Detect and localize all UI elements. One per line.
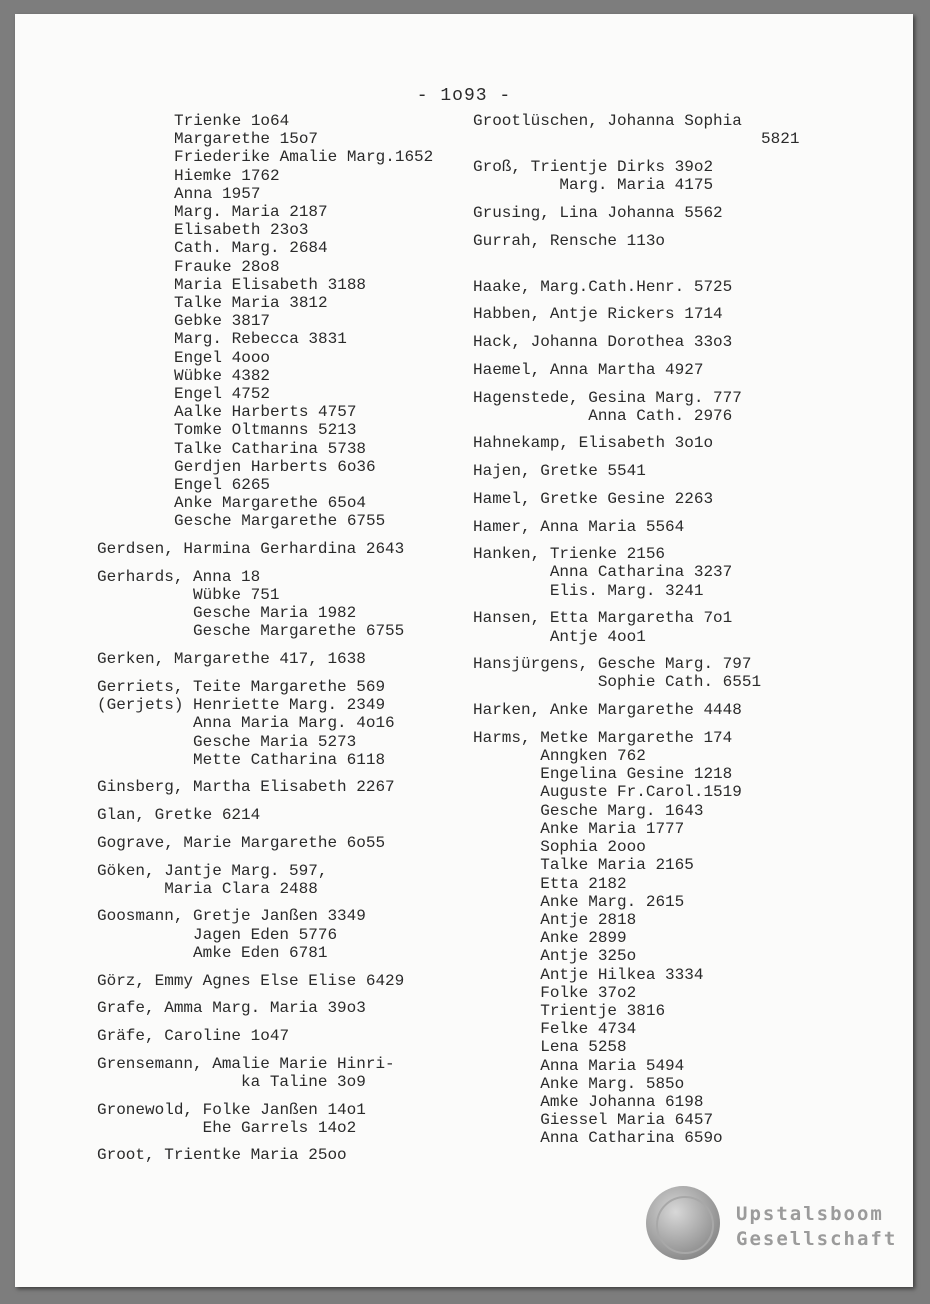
entry-given-names bbox=[550, 361, 704, 379]
given-name-line: Sophie Cath. 6551 bbox=[597, 673, 762, 692]
entry-surname: Hanken, bbox=[473, 545, 550, 564]
given-name-line: Harmina Gerhardina 2643 bbox=[183, 540, 405, 559]
given-name-line: Anke Margarethe 65o4 bbox=[174, 494, 367, 513]
entry-spacer bbox=[97, 852, 477, 862]
given-name-line: ka Taline 3o9 bbox=[212, 1072, 366, 1091]
given-name-line: Trientje 3816 bbox=[540, 1001, 666, 1020]
given-name-line: Talke Catharina 5738 bbox=[174, 439, 367, 458]
given-name-line: Rensche 113o bbox=[549, 231, 666, 250]
given-name-line: Hiemke 1762 bbox=[174, 166, 280, 185]
entry-given-names bbox=[540, 518, 684, 536]
entry-spacer bbox=[473, 222, 903, 232]
index-entry bbox=[473, 305, 903, 323]
society-watermark bbox=[736, 1202, 897, 1252]
index-entry bbox=[97, 834, 477, 852]
given-name-line: Felke 4734 bbox=[540, 1020, 637, 1039]
entry-given-names bbox=[155, 806, 261, 824]
entry-surname: Gerken, bbox=[97, 650, 174, 669]
index-entry bbox=[473, 609, 903, 645]
given-name-line: Lena 5258 bbox=[540, 1038, 627, 1057]
entry-spacer bbox=[97, 1137, 477, 1147]
given-name-line: Metke Margarethe 174 bbox=[540, 728, 733, 747]
entry-given-names bbox=[174, 112, 433, 531]
index-entry bbox=[97, 806, 477, 824]
index-entry bbox=[97, 1027, 477, 1045]
given-name-line: Henriette Marg. 2349 bbox=[193, 696, 386, 715]
given-name-line: Elisabeth 3o1o bbox=[578, 434, 714, 453]
given-name-line: Marg. Maria 4175 bbox=[530, 176, 714, 195]
given-name-line: Johanna Dorothea 33o3 bbox=[530, 333, 733, 352]
index-entry bbox=[97, 862, 477, 898]
entry-surname: Hajen, bbox=[473, 462, 541, 481]
entry-surname: Hansen, bbox=[473, 609, 550, 628]
entry-surname: Hagenstede, bbox=[473, 388, 589, 407]
given-name-line: Antje Rickers 1714 bbox=[549, 305, 723, 324]
entry-surname: Habben, bbox=[473, 305, 550, 324]
entry-spacer bbox=[97, 962, 477, 972]
given-name-line: Lina Johanna 5562 bbox=[559, 203, 723, 222]
given-name-line: Johanna Sophia bbox=[607, 112, 742, 130]
given-name-line: Caroline 1o47 bbox=[164, 1026, 290, 1045]
entry-given-names bbox=[183, 834, 385, 852]
index-entry bbox=[473, 462, 903, 480]
entry-surname: Groot, bbox=[97, 1146, 165, 1165]
entry-given-names bbox=[174, 650, 366, 668]
entry-surname: Gurrah, bbox=[473, 231, 550, 250]
given-name-line: Antje 325o bbox=[540, 947, 637, 966]
entry-surname: Groß, bbox=[473, 157, 531, 176]
index-entry bbox=[97, 1146, 477, 1164]
index-entry bbox=[473, 361, 903, 379]
given-name-line: Aalke Harberts 4757 bbox=[174, 403, 357, 422]
given-name-line: Gretje Janßen 3349 bbox=[193, 907, 366, 926]
given-name-line: Anke Maria 1777 bbox=[540, 819, 685, 838]
entry-given-names bbox=[598, 655, 761, 691]
entry-given-names bbox=[550, 305, 723, 323]
entry-given-names bbox=[164, 999, 366, 1017]
entry-surname: Ginsberg, bbox=[97, 778, 194, 797]
entry-spacer bbox=[473, 536, 903, 546]
index-entry bbox=[473, 729, 903, 1148]
entry-surname: Görz, bbox=[97, 971, 155, 990]
given-name-line: Engelina Gesine 1218 bbox=[540, 765, 733, 784]
given-name-line: Anna Cath. 2976 bbox=[588, 406, 733, 425]
index-entry bbox=[97, 972, 477, 990]
entry-spacer bbox=[473, 379, 903, 389]
entry-spacer bbox=[473, 351, 903, 361]
given-name-line: Anna 18 bbox=[193, 567, 261, 586]
right-column bbox=[473, 112, 903, 1148]
given-name-line: Anna Maria Marg. 4o16 bbox=[193, 714, 395, 733]
entry-given-names bbox=[193, 907, 366, 962]
given-name-line: Anna Maria 5494 bbox=[540, 1056, 685, 1075]
given-name-line: Wübke 751 bbox=[193, 586, 280, 605]
given-name-line: Gretke 6214 bbox=[154, 806, 261, 825]
entry-given-names bbox=[607, 112, 799, 148]
index-entry bbox=[473, 655, 903, 691]
given-name-line: Gretke 5541 bbox=[540, 462, 646, 481]
given-name-line: Trienke 1o64 bbox=[174, 112, 290, 130]
society-seal-icon bbox=[646, 1186, 720, 1260]
entry-given-names bbox=[579, 434, 713, 452]
index-entry bbox=[97, 540, 477, 558]
index-entry bbox=[473, 204, 903, 222]
given-name-line: Gesche Maria 5273 bbox=[193, 732, 357, 751]
given-name-line: Engel 4ooo bbox=[174, 348, 271, 367]
given-name-line: Gerdjen Harberts 6o36 bbox=[174, 457, 376, 476]
given-name-line: Margarethe 15o7 bbox=[174, 130, 319, 149]
entry-spacer bbox=[473, 425, 903, 435]
given-name-line: Friederike Amalie Marg.1652 bbox=[174, 148, 434, 167]
index-entry bbox=[97, 1101, 477, 1137]
given-name-line: Gesche Margarethe 6755 bbox=[193, 622, 405, 641]
entry-given-names bbox=[550, 232, 665, 250]
given-name-line: Anna Maria 5564 bbox=[540, 517, 685, 536]
index-entry bbox=[473, 518, 903, 536]
given-name-line: Giessel Maria 6457 bbox=[540, 1111, 714, 1130]
index-entry bbox=[97, 112, 477, 531]
given-name-line: Maria Elisabeth 3188 bbox=[174, 275, 367, 294]
document-page bbox=[15, 14, 913, 1287]
given-name-line: Cath. Marg. 2684 bbox=[174, 239, 328, 258]
index-entry bbox=[97, 650, 477, 668]
entry-given-names bbox=[193, 568, 404, 641]
index-entry bbox=[473, 545, 903, 600]
entry-spacer bbox=[473, 148, 903, 158]
entry-surname: Haemel, bbox=[473, 360, 550, 379]
given-name-line: Anna Catharina 659o bbox=[540, 1129, 723, 1148]
given-name-line: Amke Johanna 6198 bbox=[540, 1092, 704, 1111]
given-name-line: Anna Martha 4927 bbox=[549, 360, 704, 379]
given-name-line: Marie Margarethe 6o55 bbox=[183, 833, 386, 852]
entry-given-names bbox=[540, 490, 713, 508]
entry-spacer bbox=[97, 824, 477, 834]
given-name-line: Anna 1957 bbox=[174, 184, 261, 203]
given-name-line: Margarethe 417, 1638 bbox=[173, 650, 366, 669]
given-name-line: Elis. Marg. 3241 bbox=[549, 581, 704, 600]
entry-spacer bbox=[473, 646, 903, 656]
entry-surname: Grafe, bbox=[97, 999, 165, 1018]
entry-spacer bbox=[473, 600, 903, 610]
index-entry bbox=[473, 434, 903, 452]
given-name-line: Gesche Marg. 797 bbox=[597, 655, 752, 674]
given-name-line: Wübke 4382 bbox=[174, 366, 271, 385]
entry-surname: Gronewold, bbox=[97, 1100, 203, 1119]
given-name-line: Gretke Gesine 2263 bbox=[540, 489, 714, 508]
entry-surname: Gräfe, bbox=[97, 1026, 165, 1045]
given-name-line: Anna Catharina 3237 bbox=[549, 563, 733, 582]
entry-surname: Hansjürgens, bbox=[473, 655, 598, 674]
index-entry bbox=[97, 999, 477, 1017]
index-entry bbox=[473, 158, 903, 194]
entry-surname: Haake, bbox=[473, 277, 541, 296]
entry-surname: Hamer, bbox=[473, 517, 541, 536]
entry-given-names bbox=[193, 678, 395, 769]
entry-spacer bbox=[97, 668, 477, 678]
given-name-line: Gesche Margarethe 6755 bbox=[174, 512, 386, 531]
entry-alias: (Gerjets) bbox=[97, 696, 184, 715]
given-name-line: 5821 bbox=[607, 130, 800, 149]
given-name-line: Folke Janßen 14o1 bbox=[202, 1100, 366, 1119]
entry-given-names bbox=[183, 540, 404, 558]
given-name-line: Engel 4752 bbox=[174, 385, 271, 404]
entry-surname: Harken, bbox=[473, 701, 550, 720]
entry-surname: Harms, bbox=[473, 728, 541, 747]
entry-surname: Goosmann, bbox=[97, 907, 194, 926]
entry-spacer bbox=[473, 296, 903, 306]
entry-spacer bbox=[473, 508, 903, 518]
entry-spacer bbox=[473, 719, 903, 729]
entry-spacer bbox=[473, 692, 903, 702]
entry-spacer bbox=[97, 1091, 477, 1101]
given-name-line: Trientke Maria 25oo bbox=[164, 1146, 347, 1165]
given-name-line: Amalie Marie Hinri- bbox=[212, 1054, 395, 1073]
entry-surname: Grensemann, bbox=[97, 1054, 213, 1073]
entry-given-names bbox=[203, 1101, 366, 1137]
entry-surname: Hahnekamp, bbox=[473, 434, 579, 453]
given-name-line: Amma Marg. Maria 39o3 bbox=[164, 999, 366, 1018]
entry-given-names bbox=[193, 778, 395, 796]
given-name-line: Tomke Oltmanns 5213 bbox=[174, 421, 357, 440]
index-entry bbox=[97, 1055, 477, 1091]
entry-given-names bbox=[559, 204, 722, 222]
given-name-line: Marg.Cath.Henr. 5725 bbox=[540, 277, 733, 296]
entry-given-names bbox=[550, 701, 742, 719]
entry-spacer bbox=[97, 898, 477, 908]
entry-spacer bbox=[97, 769, 477, 779]
entry-spacer bbox=[473, 453, 903, 463]
entry-surname: Hamel, bbox=[473, 489, 541, 508]
given-name-line: Elisabeth 23o3 bbox=[174, 221, 309, 240]
given-name-line: Antje 2818 bbox=[540, 910, 637, 929]
entry-given-names bbox=[531, 158, 713, 194]
entry-given-names bbox=[540, 729, 742, 1148]
entry-surname: Gograve, bbox=[97, 833, 184, 852]
given-name-line: Gesche Marg. 1643 bbox=[540, 801, 704, 820]
watermark-line-2: Gesellschaft bbox=[736, 1228, 898, 1250]
given-name-line: Martha Elisabeth 2267 bbox=[193, 778, 395, 797]
given-name-line: Talke Maria 3812 bbox=[174, 294, 328, 313]
entry-spacer bbox=[97, 1017, 477, 1027]
index-entry bbox=[473, 278, 903, 296]
entry-given-names bbox=[540, 462, 646, 480]
given-name-line: Talke Maria 2165 bbox=[540, 856, 694, 875]
entry-given-names bbox=[155, 972, 405, 990]
given-name-line: Frauke 28o8 bbox=[174, 257, 280, 276]
given-name-line: Anke 2899 bbox=[540, 929, 627, 948]
entry-surname: Glan, bbox=[97, 806, 155, 825]
index-entry bbox=[97, 678, 477, 769]
given-name-line: Anke Margarethe 4448 bbox=[549, 701, 742, 720]
given-name-line: Auguste Fr.Carol.1519 bbox=[540, 783, 742, 802]
given-name-line: Etta Margaretha 7o1 bbox=[549, 609, 733, 628]
given-name-line: Engel 6265 bbox=[174, 476, 271, 495]
entry-spacer bbox=[97, 1045, 477, 1055]
entry-given-names bbox=[550, 609, 732, 645]
given-name-line: Trienke 2156 bbox=[549, 545, 666, 564]
entry-surname: Hack, bbox=[473, 333, 531, 352]
entry-surname: Gerhards, bbox=[97, 567, 194, 586]
given-name-line: Folke 37o2 bbox=[540, 983, 637, 1002]
index-entry bbox=[473, 232, 903, 250]
given-name-line: Gebke 3817 bbox=[174, 312, 271, 331]
given-name-line: Ehe Garrels 14o2 bbox=[202, 1118, 357, 1137]
entry-spacer bbox=[97, 558, 477, 568]
index-entry bbox=[473, 389, 903, 425]
given-name-line: Marg. Maria 2187 bbox=[174, 203, 328, 222]
entry-given-names bbox=[540, 278, 732, 296]
entry-spacer bbox=[473, 250, 903, 278]
given-name-line: Gesina Marg. 777 bbox=[588, 388, 742, 407]
given-name-line: Anke Marg. 585o bbox=[540, 1074, 685, 1093]
index-entry bbox=[473, 490, 903, 508]
given-name-line: Amke Eden 6781 bbox=[193, 943, 328, 962]
entry-spacer bbox=[97, 990, 477, 1000]
given-name-line: Jantje Marg. 597, bbox=[164, 861, 328, 880]
entry-spacer bbox=[473, 480, 903, 490]
index-entry bbox=[473, 701, 903, 719]
entry-given-names bbox=[212, 1055, 394, 1091]
given-name-line: Anngken 762 bbox=[540, 747, 646, 766]
given-name-line: Mette Catharina 6118 bbox=[193, 750, 386, 769]
entry-spacer bbox=[97, 531, 477, 541]
entry-given-names bbox=[164, 1027, 289, 1045]
given-name-line: Antje Hilkea 3334 bbox=[540, 965, 704, 984]
watermark-line-1: Upstalsboom bbox=[736, 1203, 884, 1225]
given-name-line: Maria Clara 2488 bbox=[164, 879, 318, 898]
entry-given-names bbox=[531, 333, 733, 351]
given-name-line: Sophia 2ooo bbox=[540, 838, 646, 857]
given-name-line: Jagen Eden 5776 bbox=[193, 925, 338, 944]
left-column bbox=[97, 112, 477, 1165]
entry-spacer bbox=[97, 797, 477, 807]
index-entry bbox=[97, 907, 477, 962]
entry-surname: Grusing, bbox=[473, 203, 560, 222]
given-name-line: Antje 4oo1 bbox=[549, 627, 646, 646]
entry-given-names bbox=[164, 862, 327, 898]
entry-given-names bbox=[588, 389, 742, 425]
index-entry bbox=[473, 333, 903, 351]
entry-given-names bbox=[550, 545, 732, 600]
entry-surname: Gerdsen, bbox=[97, 540, 184, 559]
given-name-line: Anke Marg. 2615 bbox=[540, 892, 685, 911]
given-name-line: Marg. Rebecca 3831 bbox=[174, 330, 347, 349]
entry-surname: Grootlüschen, bbox=[473, 112, 608, 130]
index-entry bbox=[97, 568, 477, 641]
index-entry bbox=[473, 112, 903, 148]
entry-spacer bbox=[473, 194, 903, 204]
entry-given-names bbox=[164, 1146, 346, 1164]
entry-spacer bbox=[97, 641, 477, 651]
given-name-line: Emmy Agnes Else Elise 6429 bbox=[154, 971, 405, 990]
entry-surname: Göken, bbox=[97, 861, 165, 880]
entry-surname: Gerriets, bbox=[97, 677, 194, 696]
given-name-line: Etta 2182 bbox=[540, 874, 627, 893]
given-name-line: Trientje Dirks 39o2 bbox=[530, 157, 714, 176]
given-name-line: Teite Margarethe 569 bbox=[193, 677, 386, 696]
index-entry bbox=[97, 778, 477, 796]
given-name-line: Gesche Maria 1982 bbox=[193, 604, 357, 623]
entry-spacer bbox=[473, 324, 903, 334]
page-number: - 1o93 - bbox=[416, 86, 512, 106]
